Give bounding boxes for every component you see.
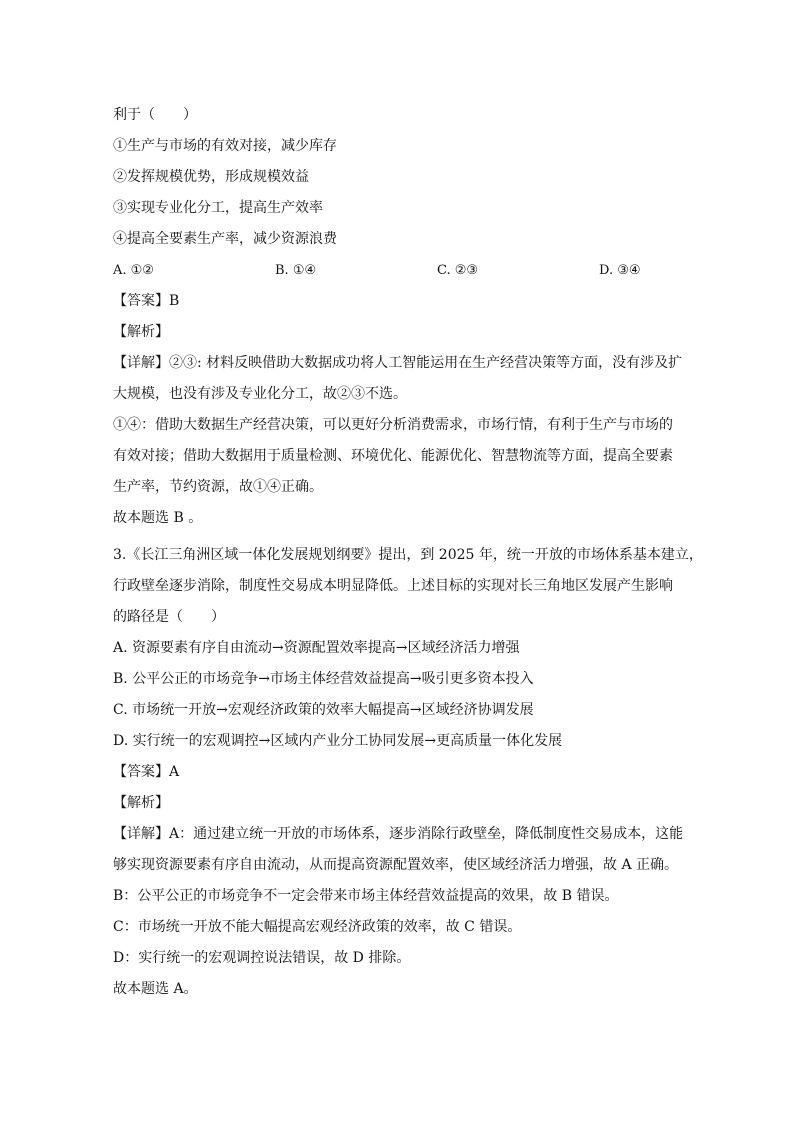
q2-detail-line-3: ①④：借助大数据生产经营决策，可以更好分析消费需求，市场行情，有利于生产与市场的 <box>113 417 673 433</box>
q3-conclusion: 故本题选 A。 <box>113 981 198 997</box>
q3-stem-line-1: 3.《长江三角洲区域一体化发展规划纲要》提出，到 2025 年，统一开放的市场体系基本建立， <box>113 547 703 563</box>
q2-statement-1: ①生产与市场的有效对接，减少库存 <box>113 138 337 154</box>
q2-detail-line-2: 大规模，也没有涉及专业化分工，故②③不选。 <box>113 386 407 402</box>
q3-detail-line-1: 【详解】A：通过建立统一开放的市场体系，逐步消除行政壁垒，降低制度性交易成本，这能 <box>113 826 684 842</box>
q3-answer: 【答案】A <box>113 764 180 780</box>
q2-detail-line-1: 【详解】②③: 材料反映借助大数据成功将人工智能运用在生产经营决策等方面，没有涉及扩 <box>113 355 683 371</box>
q2-statement-2: ②发挥规模优势，形成规模效益 <box>113 169 309 185</box>
q3-detail-line-5: D：实行统一的宏观调控说法错误，故 D 排除。 <box>113 950 411 966</box>
q3-detail-line-3: B：公平公正的市场竞争不一定会带来市场主体经营效益提高的效果，故 B 错误。 <box>113 888 619 904</box>
document-page <box>113 100 703 1005</box>
q2-statement-4: ④提高全要素生产率，减少资源浪费 <box>113 231 337 247</box>
q3-option-d: D. 实行统一的宏观调控→区域内产业分工协同发展→更高质量一体化发展 <box>113 733 563 749</box>
q2-conclusion: 故本题选 B 。 <box>113 510 203 526</box>
q3-stem-line-2: 行政壁垒逐步消除，制度性交易成本明显降低。上述目标的实现对长三角地区发展产生影响 <box>113 578 673 594</box>
q2-statement-3: ③实现专业化分工，提高生产效率 <box>113 200 323 216</box>
q3-detail-line-2: 够实现资源要素有序自由流动，从而提高资源配置效率，使区域经济活力增强，故 A 正确。 <box>113 857 679 873</box>
q2-analysis-label: 【解析】 <box>113 324 169 340</box>
q3-analysis-label: 【解析】 <box>113 795 169 811</box>
q2-option-b: B. ①④ <box>275 263 317 278</box>
q2-answer: 【答案】B <box>113 293 180 309</box>
q2-option-d: D. ③④ <box>599 263 641 278</box>
q3-stem-line-3: 的路径是（ ） <box>113 609 225 625</box>
q2-option-a: A. ①② <box>113 263 154 278</box>
q3-option-c: C. 市场统一开放→宏观经济政策的效率大幅提高→区域经济协调发展 <box>113 702 534 718</box>
q3-option-a: A. 资源要素有序自由流动→资源配置效率提高→区域经济活力增强 <box>113 640 520 656</box>
q2-stem-tail: 利于（ ） <box>113 107 197 123</box>
q3-detail-line-4: C：市场统一开放不能大幅提高宏观经济政策的效率，故 C 错误。 <box>113 919 522 935</box>
q2-detail-line-4: 有效对接；借助大数据用于质量检测、环境优化、能源优化、智慧物流等方面，提高全要素 <box>113 448 673 464</box>
q2-option-c: C. ②③ <box>437 263 479 278</box>
q2-options <box>113 255 683 286</box>
q3-option-b: B. 公平公正的市场竞争→市场主体经营效益提高→吸引更多资本投入 <box>113 671 534 687</box>
q2-detail-line-5: 生产率，节约资源，故①④正确。 <box>113 479 323 495</box>
